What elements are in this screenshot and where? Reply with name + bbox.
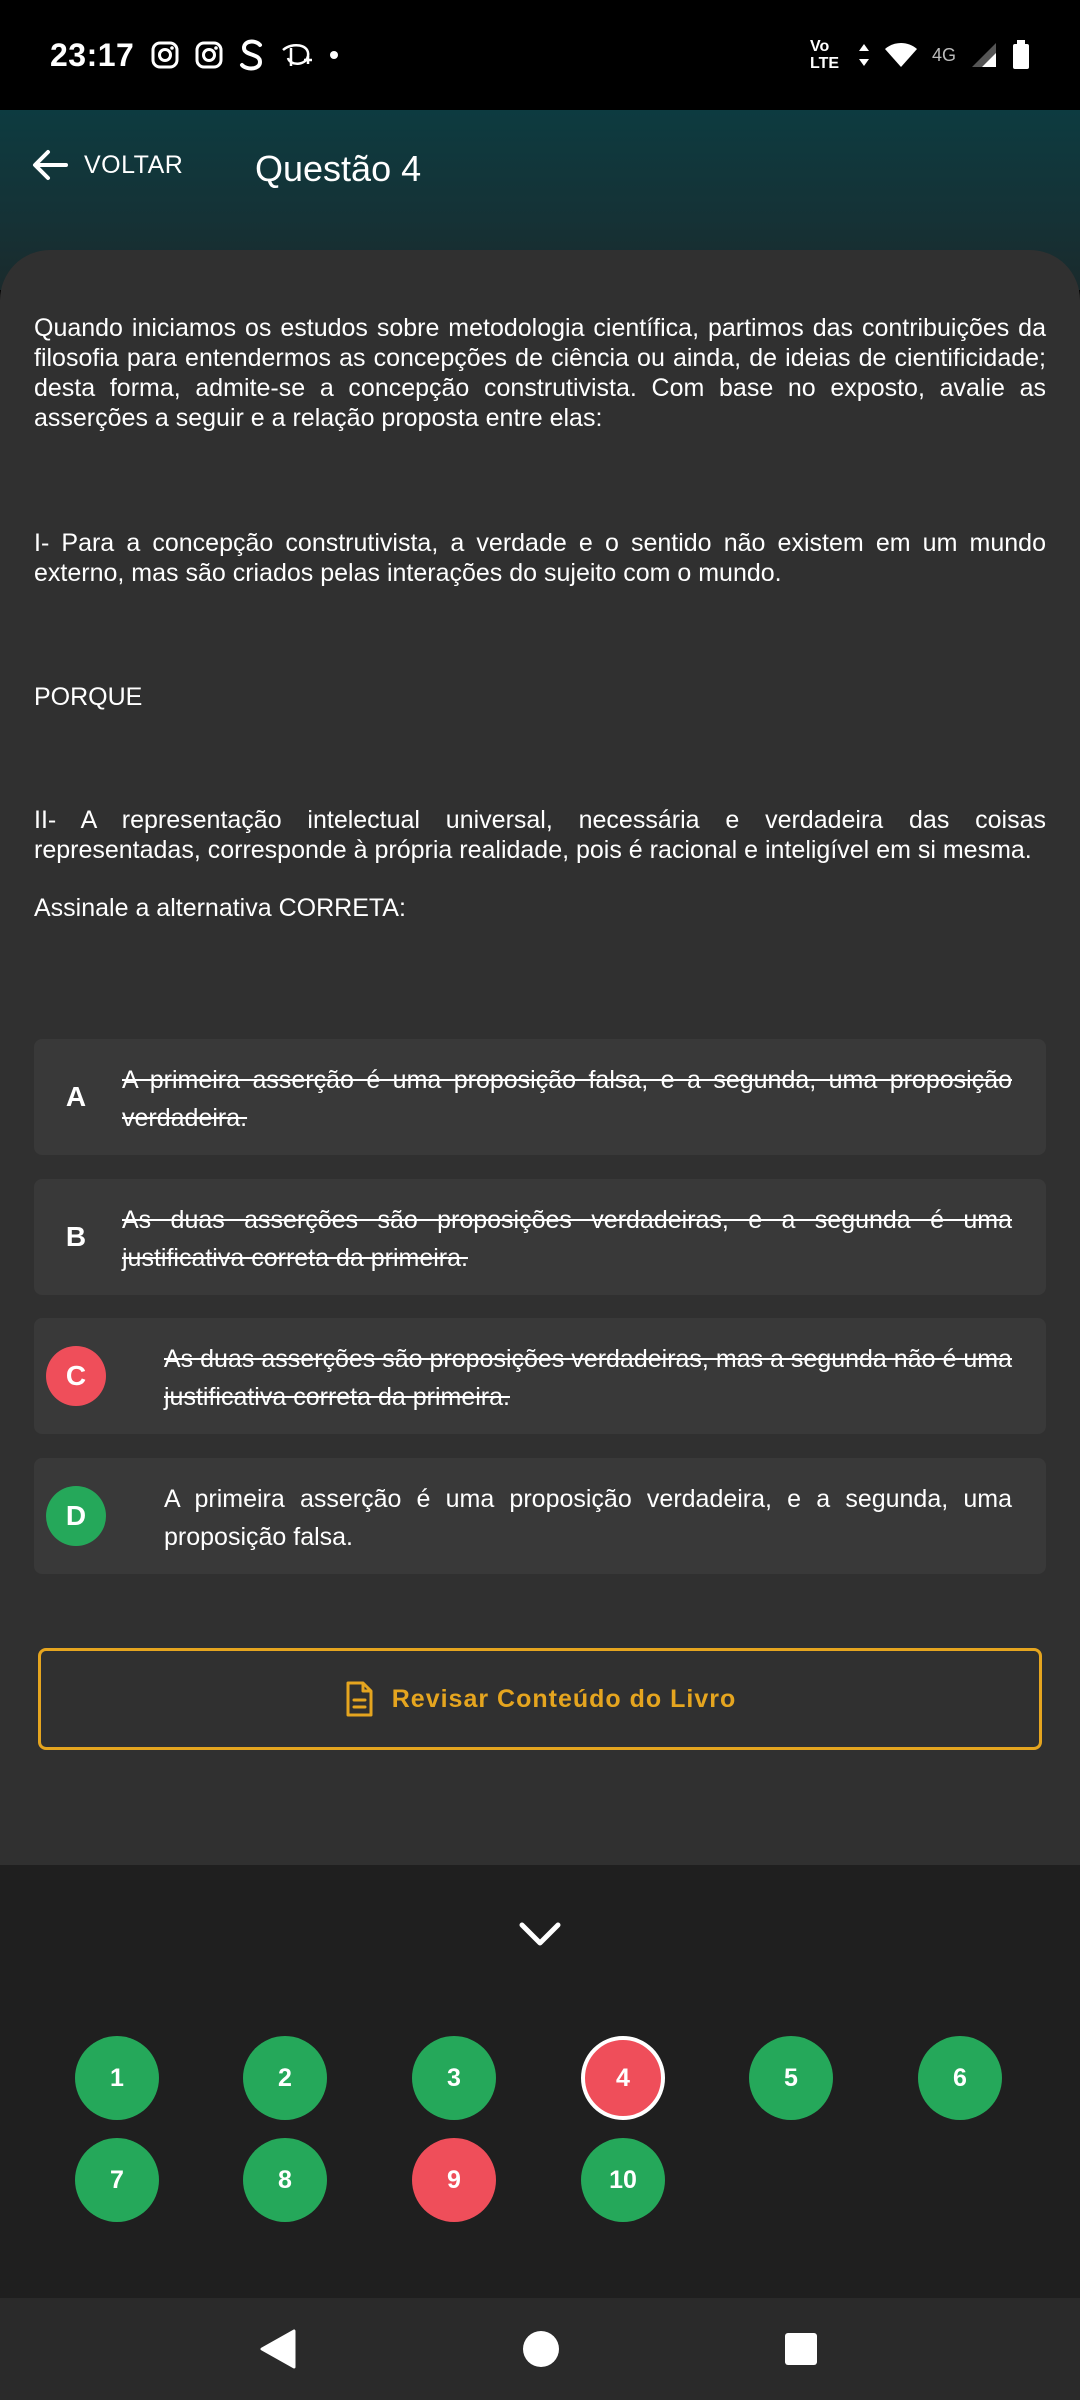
connector-text: PORQUE xyxy=(34,683,143,711)
system-icons xyxy=(810,38,1030,72)
question-nav-8[interactable]: 8 xyxy=(243,2138,327,2222)
back-triangle-icon[interactable] xyxy=(258,2328,298,2370)
instruction-text: Assinale a alternativa CORRETA: xyxy=(34,894,406,922)
review-book-button[interactable] xyxy=(38,1648,1042,1750)
recents-square-icon[interactable] xyxy=(783,2331,819,2367)
question-nav-10[interactable]: 10 xyxy=(581,2138,665,2222)
assertion-2: II- A representação intelectual universal, necessária e verdadeira das coisas representadas, corresponde à própria realidade, pois é racional e inteligível em si mesma. xyxy=(34,806,1046,864)
data-arrows-icon xyxy=(858,42,870,68)
disney-plus-icon xyxy=(280,40,314,70)
question-card xyxy=(0,250,1080,1870)
question-nav-3[interactable]: 3 xyxy=(412,2036,496,2120)
option-letter: A xyxy=(65,1081,87,1112)
status-bar xyxy=(0,0,1080,110)
arrow-left-icon xyxy=(30,145,70,185)
option-letter: B xyxy=(65,1221,87,1252)
question-nav-9[interactable]: 9 xyxy=(412,2138,496,2222)
question-navigator xyxy=(0,1865,1080,2298)
question-nav-5[interactable]: 5 xyxy=(749,2036,833,2120)
battery-icon xyxy=(1012,40,1030,70)
wifi-icon xyxy=(884,41,918,69)
volte-indicator: Vo LTE xyxy=(809,38,840,72)
assertion-1: I- Para a concepção construtivista, a verdade e o sentido não existem em um mundo externo, mas são criados pelas interações do sujeito com o mundo. xyxy=(34,529,1046,587)
instagram-icon xyxy=(194,40,224,70)
back-label: VOLTAR xyxy=(84,150,184,179)
question-nav-2[interactable]: 2 xyxy=(243,2036,327,2120)
option-letter-correct: D xyxy=(46,1486,106,1546)
status-time: 23:17 xyxy=(50,36,135,73)
dot-icon xyxy=(328,49,340,61)
chevron-down-icon[interactable] xyxy=(510,1915,570,1955)
home-circle-icon[interactable] xyxy=(521,2328,561,2370)
question-nav-6[interactable]: 6 xyxy=(918,2036,1002,2120)
question-nav-1[interactable]: 1 xyxy=(75,2036,159,2120)
option-d[interactable] xyxy=(34,1458,1046,1574)
question-nav-4[interactable]: 4 xyxy=(581,2036,665,2120)
skype-icon xyxy=(238,38,266,72)
review-button-label: Revisar Conteúdo do Livro xyxy=(391,1684,737,1713)
option-c[interactable] xyxy=(34,1318,1046,1434)
question-nav-7[interactable]: 7 xyxy=(75,2138,159,2222)
question-intro: Quando iniciamos os estudos sobre metodologia científica, partimos das contribuições da filosofia para entendermos as concepções de ciência ou ainda, de ideias de cientificidade; desta forma, admite-se a concepção construtivista. Com base no exposto, avalie as asserções a seguir e a relação proposta entre elas: xyxy=(34,314,1046,432)
option-a[interactable] xyxy=(34,1039,1046,1155)
network-type: 4G xyxy=(931,44,956,65)
document-icon xyxy=(344,1681,374,1717)
option-text: A primeira asserção é uma proposição falsa, e a segunda, uma proposição verdadeira. xyxy=(122,1066,1012,1132)
signal-icon xyxy=(970,41,998,69)
option-letter-wrong: C xyxy=(46,1346,106,1406)
page-title: Questão 4 xyxy=(255,148,422,189)
option-text: As duas asserções são proposições verdadeiras, mas a segunda não é uma justificativa correta da primeira. xyxy=(164,1345,1012,1411)
option-b[interactable] xyxy=(34,1179,1046,1295)
back-button[interactable] xyxy=(30,145,183,185)
system-nav-bar xyxy=(0,2298,1080,2400)
option-text: A primeira asserção é uma proposição verdadeira, e a segunda, uma proposição falsa. xyxy=(164,1485,1012,1551)
notification-icons xyxy=(150,38,340,72)
instagram-icon xyxy=(150,40,180,70)
option-text: As duas asserções são proposições verdadeiras, e a segunda é uma justificativa correta da primeira. xyxy=(122,1206,1012,1272)
